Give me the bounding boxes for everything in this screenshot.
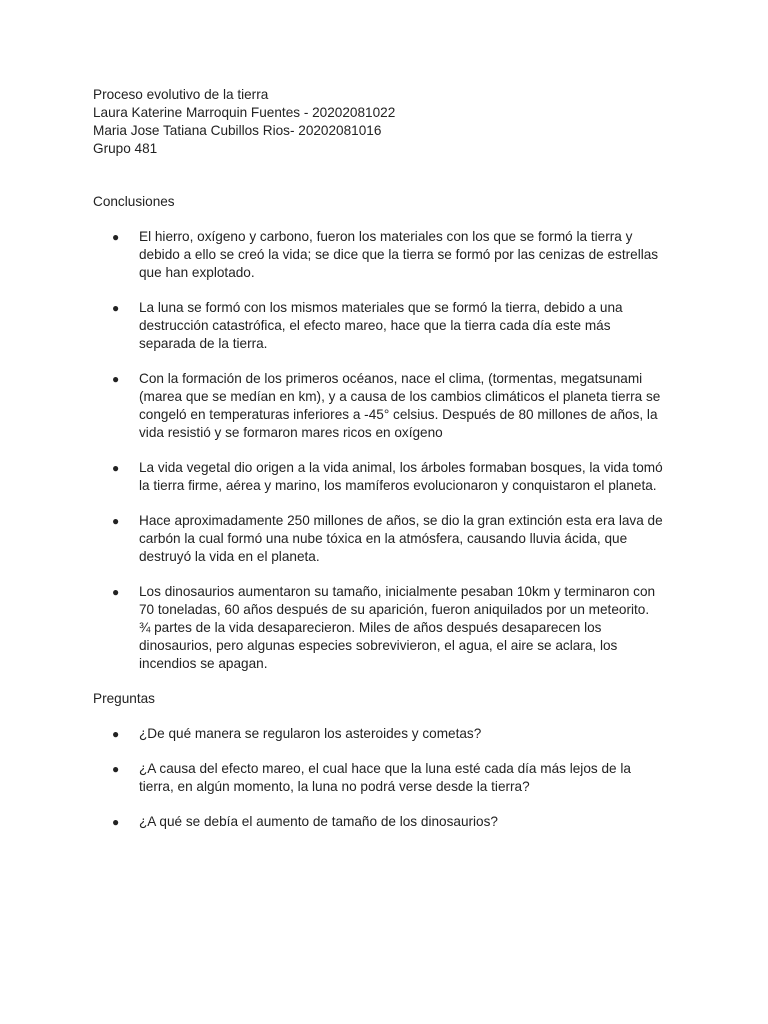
conclusion-item <box>93 512 664 566</box>
question-text: ¿A qué se debía el aumento de tamaño de los dinosaurios? <box>139 814 498 829</box>
preguntas-list <box>93 725 693 831</box>
group-line: Grupo 481 <box>93 141 158 156</box>
conclusion-text: La vida vegetal dio origen a la vida animal, los árboles formaban bosques, la vida tomó la tierra firme, aérea y marino, los mamíferos evolucionaron y conquistaron el planeta. <box>139 460 663 493</box>
bullet-icon: ● <box>112 514 120 528</box>
conclusion-item <box>93 228 664 282</box>
conclusion-text: Los dinosaurios aumentaron su tamaño, inicialmente pesaban 10km y terminaron con 70 toneladas, 60 años después de su aparición, fueron aniquilados por un meteorito. ¾ partes de la vida desaparecieron. Miles de años después desaparecen los dinosaurios, pero algunas especies sobrevivieron, el agua, el aire se aclara, los incendios se apagan. <box>139 584 656 671</box>
conclusion-text: La luna se formó con los mismos materiales que se formó la tierra, debido a una destrucción catastrófica, el efecto mareo, hace que la tierra cada día este más separada de la tierra. <box>139 300 623 351</box>
question-text: ¿De qué manera se regularon los asteroides y cometas? <box>139 726 482 741</box>
conclusion-item <box>93 299 664 353</box>
question-item <box>93 725 664 743</box>
conclusiones-list <box>93 228 693 673</box>
author-line-2: Maria Jose Tatiana Cubillos Rios- 20202081016 <box>93 123 382 138</box>
bullet-icon: ● <box>112 762 120 776</box>
conclusiones-heading: Conclusiones <box>93 194 175 209</box>
bullet-icon: ● <box>112 727 120 741</box>
bullet-icon: ● <box>112 230 120 244</box>
bullet-icon: ● <box>112 815 120 829</box>
conclusion-item <box>93 459 664 495</box>
author-line-1: Laura Katerine Marroquin Fuentes - 20202081022 <box>93 105 396 120</box>
conclusion-text: Con la formación de los primeros océanos, nace el clima, (tormentas, megatsunami (marea que se medían en km), y a causa de los cambios climáticos el planeta tierra se congeló en temperaturas inferiores a -45° celsius. Después de 80 millones de años, la vida resistió y se formaron mares ricos en oxígeno <box>139 371 661 440</box>
preguntas-heading: Preguntas <box>93 691 155 706</box>
bullet-icon: ● <box>112 585 120 599</box>
document-page <box>93 86 693 831</box>
conclusion-item <box>93 583 664 673</box>
question-text: ¿A causa del efecto mareo, el cual hace que la luna esté cada día más lejos de la tierra, en algún momento, la luna no podrá verse desde la tierra? <box>139 761 631 794</box>
document-title: Proceso evolutivo de la tierra <box>93 87 269 102</box>
question-item <box>93 813 664 831</box>
bullet-icon: ● <box>112 461 120 475</box>
conclusion-item <box>93 370 664 442</box>
bullet-icon: ● <box>112 301 120 315</box>
question-item <box>93 760 664 796</box>
bullet-icon: ● <box>112 372 120 386</box>
conclusion-text: Hace aproximadamente 250 millones de años, se dio la gran extinción esta era lava de carbón la cual formó una nube tóxica en la atmósfera, causando lluvia ácida, que destruyó la vida en el planeta. <box>139 513 663 564</box>
conclusion-text: El hierro, oxígeno y carbono, fueron los materiales con los que se formó la tierra y debido a ello se creó la vida; se dice que la tierra se formó por las cenizas de estrellas que han explotado. <box>139 229 659 280</box>
